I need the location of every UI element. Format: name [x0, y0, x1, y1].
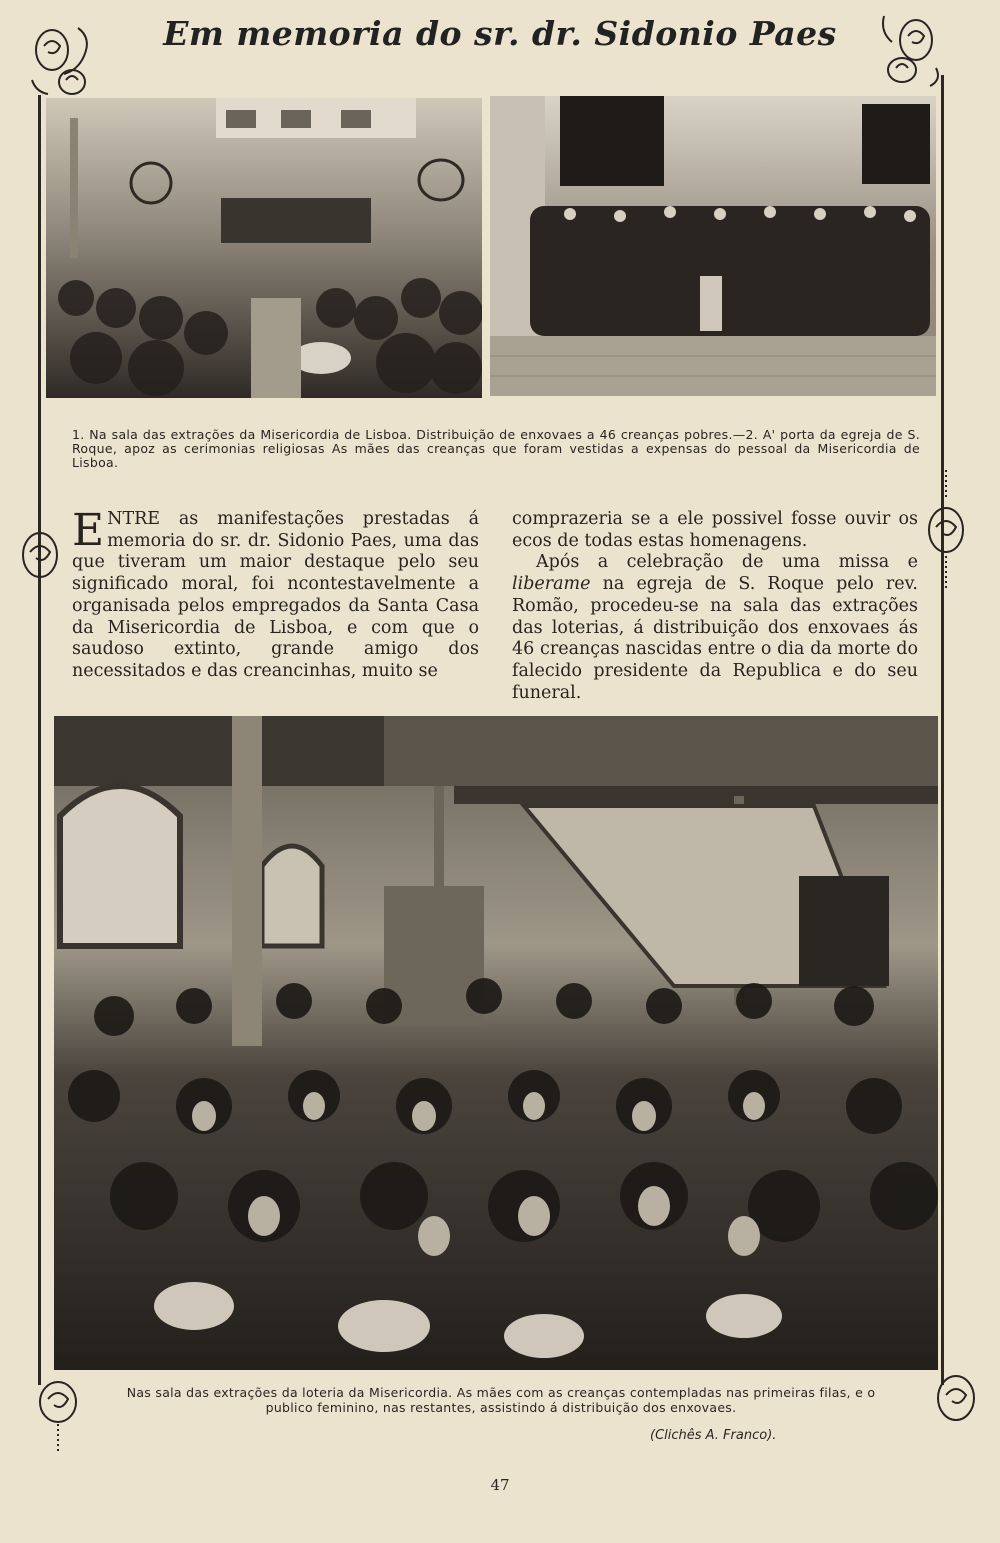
rose-ornament-icon [16, 500, 64, 610]
frame-border-left [38, 95, 41, 1385]
frame-border-right [941, 75, 944, 1385]
rose-ornament-icon [922, 470, 970, 590]
photo-ceremony-hall [46, 98, 482, 398]
article-paragraph-2-italic: liberame [512, 574, 591, 595]
rose-ornament-icon [926, 1368, 984, 1432]
article-paragraph-1: NTRE as manifestações prestadas á memoria do sr. dr. Sidonio Paes, uma das que tiveram um maior destaque pelo seu significado moral, foi ncontestavelmente a organisada pelos empregados da Santa Casa da Misericordia de Lisboa, e com que o saudoso extinto, grande amigo dos necessitados e das creancinhas, muito se [72, 509, 479, 681]
rose-ornament-icon [30, 1374, 88, 1452]
photo-distribution-crowd [54, 716, 938, 1370]
caption-bottom: Nas sala das extrações da loteria da Misericordia. As mães com as creanças contempladas nas primeiras filas, e o publico feminino, nas restantes, assistindo á distribuição dos enxovaes. [126, 1385, 876, 1415]
drop-cap: E [72, 505, 105, 556]
article-paragraph-2b: na egreja de S. Roque pelo rev. Romão, procedeu-se na sala das extrações das loterias, á distribuição dos enxovaes ás 46 creanças nascidas entre o dia da morte do falecido presidente da Republica e do seu funeral. [512, 574, 918, 703]
article-paragraph-1-continued: comprazeria se a ele possivel fosse ouvir os ecos de todas estas homenagens. [512, 509, 918, 551]
article-column-left [72, 505, 479, 683]
photo-church-door [490, 96, 936, 396]
article-column-right [512, 509, 918, 704]
page-number: 47 [490, 1476, 510, 1494]
photo-credit: (Clichês A. Franco). [650, 1428, 777, 1443]
page-title: Em memoria do sr. dr. Sidonio Paes [163, 14, 837, 53]
caption-top: 1. Na sala das extrações da Misericordia de Lisboa. Distribuição de enxovaes a 46 creanças pobres.—2. A' porta da egreja de S. Roque, apoz as cerimonias religiosas As mães das creanças que foram vestidas a expensas do pessoal da Misericordia de Lisboa. [72, 427, 920, 470]
article-paragraph-2a: Após a celebração de uma missa e [536, 552, 918, 573]
